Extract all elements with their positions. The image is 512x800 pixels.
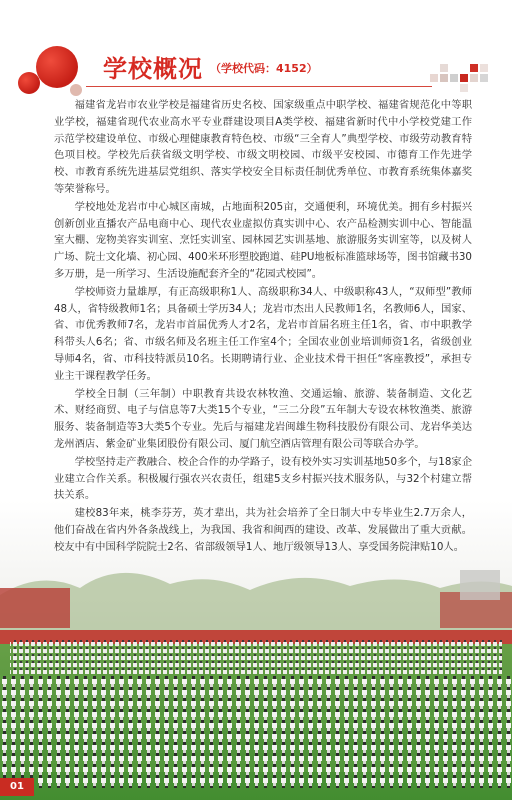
school-code: （学校代码：4152） xyxy=(210,62,318,75)
pink-dot-decoration xyxy=(70,84,82,96)
title-underline xyxy=(86,86,432,87)
paragraph-honors: 福建省龙岩市农业学校是福建省历史名校、国家级重点中职学校、福建省规范化中等职业学校，福建省现代农业高水平专业群建设项目A类学校、福建省新时代中小学校党建工作示范学校建设单位、市级心理健康教育特色校、市级“三全育人”典型学校、市级劳动教育特色项目校。学校先后获省级文明学校、市级文明校园、市级平安校园、市德育工作先进学校、市教育系统先进基层党组织、落实学校安全目标责任制优秀单位、市教育系统集体嘉奖等荣誉称号。 xyxy=(54,99,472,195)
paragraph-campus: 学校地处龙岩市中心城区南城，占地面积205亩，交通便利，环境优美。拥有乡村振兴创新创业直播农产品电商中心、现代农业虚拟仿真实训中心、农产品检测实训中心、智能温室大棚、宠物美容实训室、烹饪实训室、园林园艺实训基地、旅游服务实训室等，以及树人广场、院士文化墙、初心园、400米环形塑胶跑道、硅PU地板标准篮球场等，图书馆藏书30多万册，是一所学习、生活设施配套齐全的“花园式校园”。 xyxy=(54,200,472,280)
page-title: 学校概况 xyxy=(103,55,203,83)
paragraph-majors: 学校全日制（三年制）中职教育共设农林牧渔、交通运输、旅游、装备制造、文化艺术、财经商贸、电子与信息等7大类15个专业，“三二分段”五年制大专设农林牧渔类、旅游服务、装备制造等3大类5个专业。先后与福建龙岩闽雄生物科技股份有限公司、龙岩华美达龙州酒店、紫金矿业集团股份有限公司、厦门航空酒店管理有限公司等联合办学。 xyxy=(54,387,472,450)
paragraph-faculty: 学校师资力量雄厚，有正高级职称1人、高级职称34人、中级职称43人，“双师型”教师48人，省特级教师1名；具备硕士学历34人；龙岩市杰出人民教师1名，名教师6人，国家、省、市优秀教师7名，龙岩市首届优秀人才2名，龙岩市首届名班主任1名，省、市中职教学科带头人6名；省、市级名师及名班主任工作室4个；全国农业创业培训师资1名，省级创业导师4名，省、市科技特派员10名。长期聘请行业、企业技术骨干担任“客座教授”，承担专业主干课程教学任务。 xyxy=(54,285,472,382)
school-overview-text xyxy=(54,97,472,557)
paragraph-alumni: 建校83年来，桃李芬芳，英才辈出，共为社会培养了全日制大中专毕业生2.7万余人，他们奋战在省内外各条战线上，为我国、我省和闽西的建设、改革、发展做出了重大贡献。校友中有中国科学院院士2名、省部级领导1人、地厅级领导13人、享受国务院津贴10人。 xyxy=(54,507,472,553)
paragraph-cooperation: 学校坚持走产教融合、校企合作的办学路子，设有校外实习实训基地50多个，与18家企业建立合作关系。积极履行强农兴农责任，组建5支乡村振兴技术服务队，与32个村建立帮扶关系。 xyxy=(54,455,472,502)
red-circle-large-decoration xyxy=(36,46,78,88)
page-number: 01 xyxy=(0,778,34,796)
red-circle-small-decoration xyxy=(18,72,40,94)
